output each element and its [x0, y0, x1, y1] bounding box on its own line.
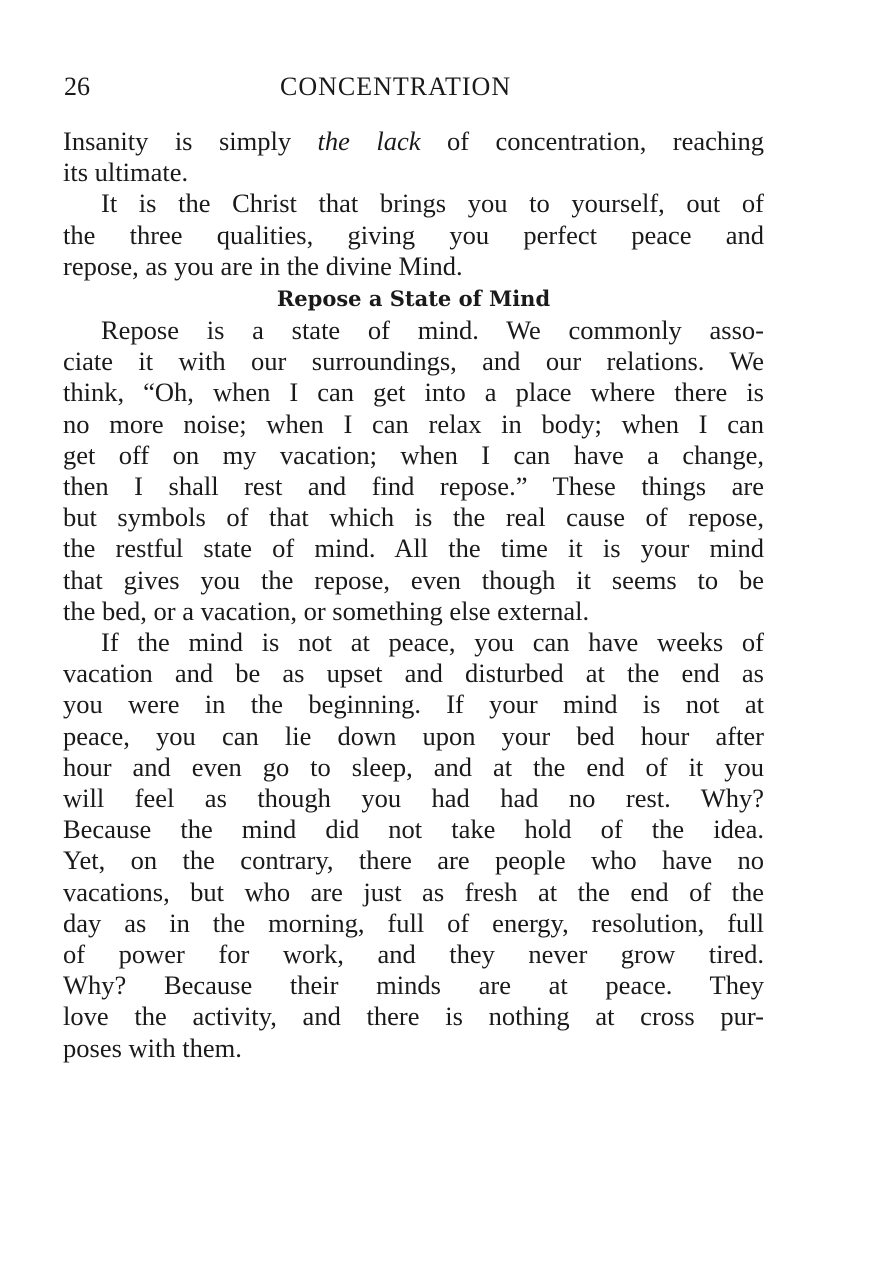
text-line: no more noise; when I can relax in body; when I can: [63, 408, 764, 439]
text-line: day as in the morning, full of energy, resolution, full: [63, 907, 764, 938]
text-line: but symbols of that which is the real cause of repose,: [63, 502, 764, 533]
section-heading: Repose a State of Mind: [276, 286, 551, 312]
text-line: ciate it with our surroundings, and our relations. We: [63, 346, 764, 377]
text-line: love the activity, and there is nothing at cross pur-: [63, 1001, 764, 1032]
text-line: the bed, or a vacation, or something else external.: [63, 595, 590, 626]
page-body: [63, 126, 764, 1064]
text-segment: of concentration, reaching: [420, 126, 764, 156]
text-line: get off on my vacation; when I can have a change,: [63, 439, 764, 470]
text-line: of power for work, and they never grow tired.: [63, 939, 764, 970]
text-line: its ultimate.: [63, 157, 189, 188]
text-segment: Insanity is simply: [63, 126, 318, 156]
text-line: vacation and be as upset and disturbed at the end as: [63, 658, 764, 689]
text-line: Repose is a state of mind. We commonly asso-: [101, 315, 764, 346]
text-line: you were in the beginning. If your mind is not at: [63, 689, 764, 720]
page-number: 26: [64, 72, 90, 101]
text-line: then I shall rest and find repose.” These things are: [63, 471, 764, 502]
text-line: Because the mind did not take hold of the idea.: [63, 814, 764, 845]
text-line: Why? Because their minds are at peace. They: [63, 970, 764, 1001]
text-line: repose, as you are in the divine Mind.: [63, 250, 463, 281]
text-line: that gives you the repose, even though it seems to be: [63, 564, 764, 595]
text-line: peace, you can lie down upon your bed hour after: [63, 720, 764, 751]
running-title: CONCENTRATION: [280, 72, 512, 101]
page-header: [64, 72, 554, 106]
text-line: If the mind is not at peace, you can have weeks of: [101, 627, 764, 658]
text-line: hour and even go to sleep, and at the end of it you: [63, 751, 764, 782]
text-line: the restful state of mind. All the time it is your mind: [63, 533, 764, 564]
text-line: think, “Oh, when I can get into a place where there is: [63, 377, 764, 408]
text-line: the three qualities, giving you perfect peace and: [63, 219, 764, 250]
italic-emphasis: the lack: [317, 126, 421, 156]
text-line: [63, 126, 764, 157]
text-line: Yet, on the contrary, there are people who have no: [63, 845, 764, 876]
text-line: It is the Christ that brings you to yourself, out of: [101, 188, 764, 219]
text-line: vacations, but who are just as fresh at the end of the: [63, 876, 764, 907]
text-line: will feel as though you had had no rest. Why?: [63, 783, 764, 814]
text-line: poses with them.: [63, 1032, 242, 1063]
